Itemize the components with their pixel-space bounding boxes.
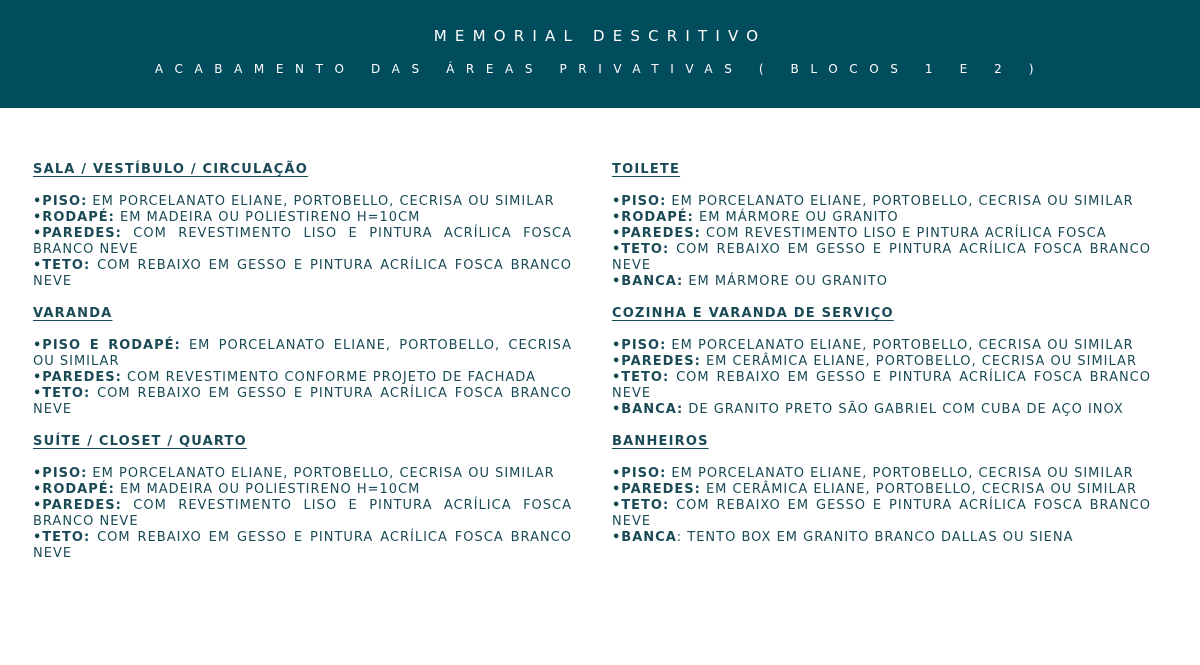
section-heading: TOILETE	[612, 162, 681, 177]
spec-item	[612, 466, 1151, 482]
spec-label: •PAREDES:	[33, 370, 122, 385]
section-varanda	[33, 306, 572, 418]
section-banheiros	[612, 434, 1151, 546]
spec-text: EM CERÂMICA ELIANE, PORTOBELLO, CECRISA OU SIMILAR	[700, 354, 1137, 369]
spec-label: •TETO:	[33, 386, 91, 401]
spec-item	[33, 226, 572, 258]
spec-item	[612, 482, 1151, 498]
spec-label: •BANCA	[612, 530, 677, 545]
spec-text: EM MADEIRA OU POLIESTIRENO H=10CM	[114, 482, 421, 497]
spec-text: COM REBAIXO EM GESSO E PINTURA ACRÍLICA FOSCA BRANCO NEVE	[612, 498, 1151, 529]
spec-text: EM PORCELANATO ELIANE, PORTOBELLO, CECRISA OU SIMILAR	[87, 466, 555, 481]
spec-label: •TETO:	[33, 258, 91, 273]
right-column	[612, 162, 1151, 562]
spec-item	[612, 274, 1151, 290]
spec-label: •TETO:	[612, 242, 670, 257]
spec-text: EM CERÂMICA ELIANE, PORTOBELLO, CECRISA OU SIMILAR	[700, 482, 1137, 497]
spec-label: •PISO:	[612, 338, 667, 353]
spec-item	[612, 226, 1151, 242]
section-suite	[33, 434, 572, 562]
spec-text: EM MADEIRA OU POLIESTIRENO H=10CM	[114, 210, 421, 225]
spec-item	[33, 338, 572, 370]
spec-label: •PAREDES:	[612, 226, 701, 241]
section-heading: SALA / VESTÍBULO / CIRCULAÇÃO	[33, 162, 308, 177]
spec-item	[33, 258, 572, 290]
section-heading: COZINHA E VARANDA DE SERVIÇO	[612, 306, 894, 321]
spec-item	[612, 338, 1151, 354]
spec-text: COM REBAIXO EM GESSO E PINTURA ACRÍLICA FOSCA BRANCO NEVE	[612, 242, 1151, 273]
spec-label: •PISO:	[612, 194, 667, 209]
spec-text: EM PORCELANATO ELIANE, PORTOBELLO, CECRISA OU SIMILAR	[666, 466, 1134, 481]
section-toilete	[612, 162, 1151, 290]
spec-label: •BANCA:	[612, 402, 684, 417]
spec-item	[612, 530, 1151, 546]
spec-text: COM REBAIXO EM GESSO E PINTURA ACRÍLICA FOSCA BRANCO NEVE	[33, 258, 572, 289]
spec-item	[612, 498, 1151, 530]
spec-item	[612, 354, 1151, 370]
page-title: MEMORIAL DESCRITIVO	[433, 27, 767, 45]
spec-item	[612, 370, 1151, 402]
spec-text: EM PORCELANATO ELIANE, PORTOBELLO, CECRISA OU SIMILAR	[33, 338, 572, 369]
spec-label: •PISO E RODAPÉ:	[33, 338, 181, 353]
spec-text: COM REVESTIMENTO LISO E PINTURA ACRÍLICA FOSCA	[700, 226, 1107, 241]
spec-label: •PAREDES:	[612, 354, 701, 369]
section-cozinha	[612, 306, 1151, 418]
spec-text: COM REVESTIMENTO LISO E PINTURA ACRÍLICA FOSCA BRANCO NEVE	[33, 498, 572, 529]
section-sala	[33, 162, 572, 290]
spec-text: EM PORCELANATO ELIANE, PORTOBELLO, CECRISA OU SIMILAR	[87, 194, 555, 209]
spec-text: COM REBAIXO EM GESSO E PINTURA ACRÍLICA FOSCA BRANCO NEVE	[33, 530, 572, 561]
spec-text: : TENTO BOX EM GRANITO BRANCO DALLAS OU SIENA	[676, 530, 1074, 545]
page-subtitle: ACABAMENTO DAS ÁREAS PRIVATIVAS ( BLOCOS 1 E 2 )	[154, 62, 1046, 76]
spec-text: COM REBAIXO EM GESSO E PINTURA ACRÍLICA FOSCA BRANCO NEVE	[612, 370, 1151, 401]
spec-label: •PISO:	[33, 194, 88, 209]
spec-item	[33, 530, 572, 562]
spec-text: DE GRANITO PRETO SÃO GABRIEL COM CUBA DE AÇO INOX	[683, 402, 1124, 417]
spec-text: EM PORCELANATO ELIANE, PORTOBELLO, CECRISA OU SIMILAR	[666, 194, 1134, 209]
section-heading: BANHEIROS	[612, 434, 709, 449]
spec-text: COM REBAIXO EM GESSO E PINTURA ACRÍLICA FOSCA BRANCO NEVE	[33, 386, 572, 417]
spec-label: •PAREDES:	[612, 482, 701, 497]
spec-label: •RODAPÉ:	[612, 210, 694, 225]
spec-text: EM MÁRMORE OU GRANITO	[693, 210, 899, 225]
spec-text: COM REVESTIMENTO CONFORME PROJETO DE FACHADA	[121, 370, 536, 385]
spec-item	[612, 210, 1151, 226]
spec-item	[33, 386, 572, 418]
spec-label: •TETO:	[612, 370, 670, 385]
spec-item	[33, 466, 572, 482]
spec-label: •PAREDES:	[33, 226, 122, 241]
spec-item	[33, 370, 572, 386]
spec-item	[612, 402, 1151, 418]
spec-item	[33, 194, 572, 210]
spec-text: EM MÁRMORE OU GRANITO	[683, 274, 888, 289]
spec-item	[33, 498, 572, 530]
spec-item	[33, 210, 572, 226]
spec-label: •TETO:	[33, 530, 91, 545]
spec-label: •PISO:	[33, 466, 88, 481]
spec-label: •BANCA:	[612, 274, 684, 289]
spec-item	[612, 242, 1151, 274]
left-column	[33, 162, 572, 578]
spec-label: •PISO:	[612, 466, 667, 481]
page-header	[0, 0, 1200, 108]
spec-label: •TETO:	[612, 498, 670, 513]
spec-text: COM REVESTIMENTO LISO E PINTURA ACRÍLICA FOSCA BRANCO NEVE	[33, 226, 572, 257]
section-heading: VARANDA	[33, 306, 113, 321]
spec-label: •RODAPÉ:	[33, 482, 115, 497]
spec-label: •PAREDES:	[33, 498, 122, 513]
spec-item	[33, 482, 572, 498]
spec-label: •RODAPÉ:	[33, 210, 115, 225]
spec-text: EM PORCELANATO ELIANE, PORTOBELLO, CECRISA OU SIMILAR	[666, 338, 1134, 353]
section-heading: SUÍTE / CLOSET / QUARTO	[33, 434, 247, 449]
spec-item	[612, 194, 1151, 210]
